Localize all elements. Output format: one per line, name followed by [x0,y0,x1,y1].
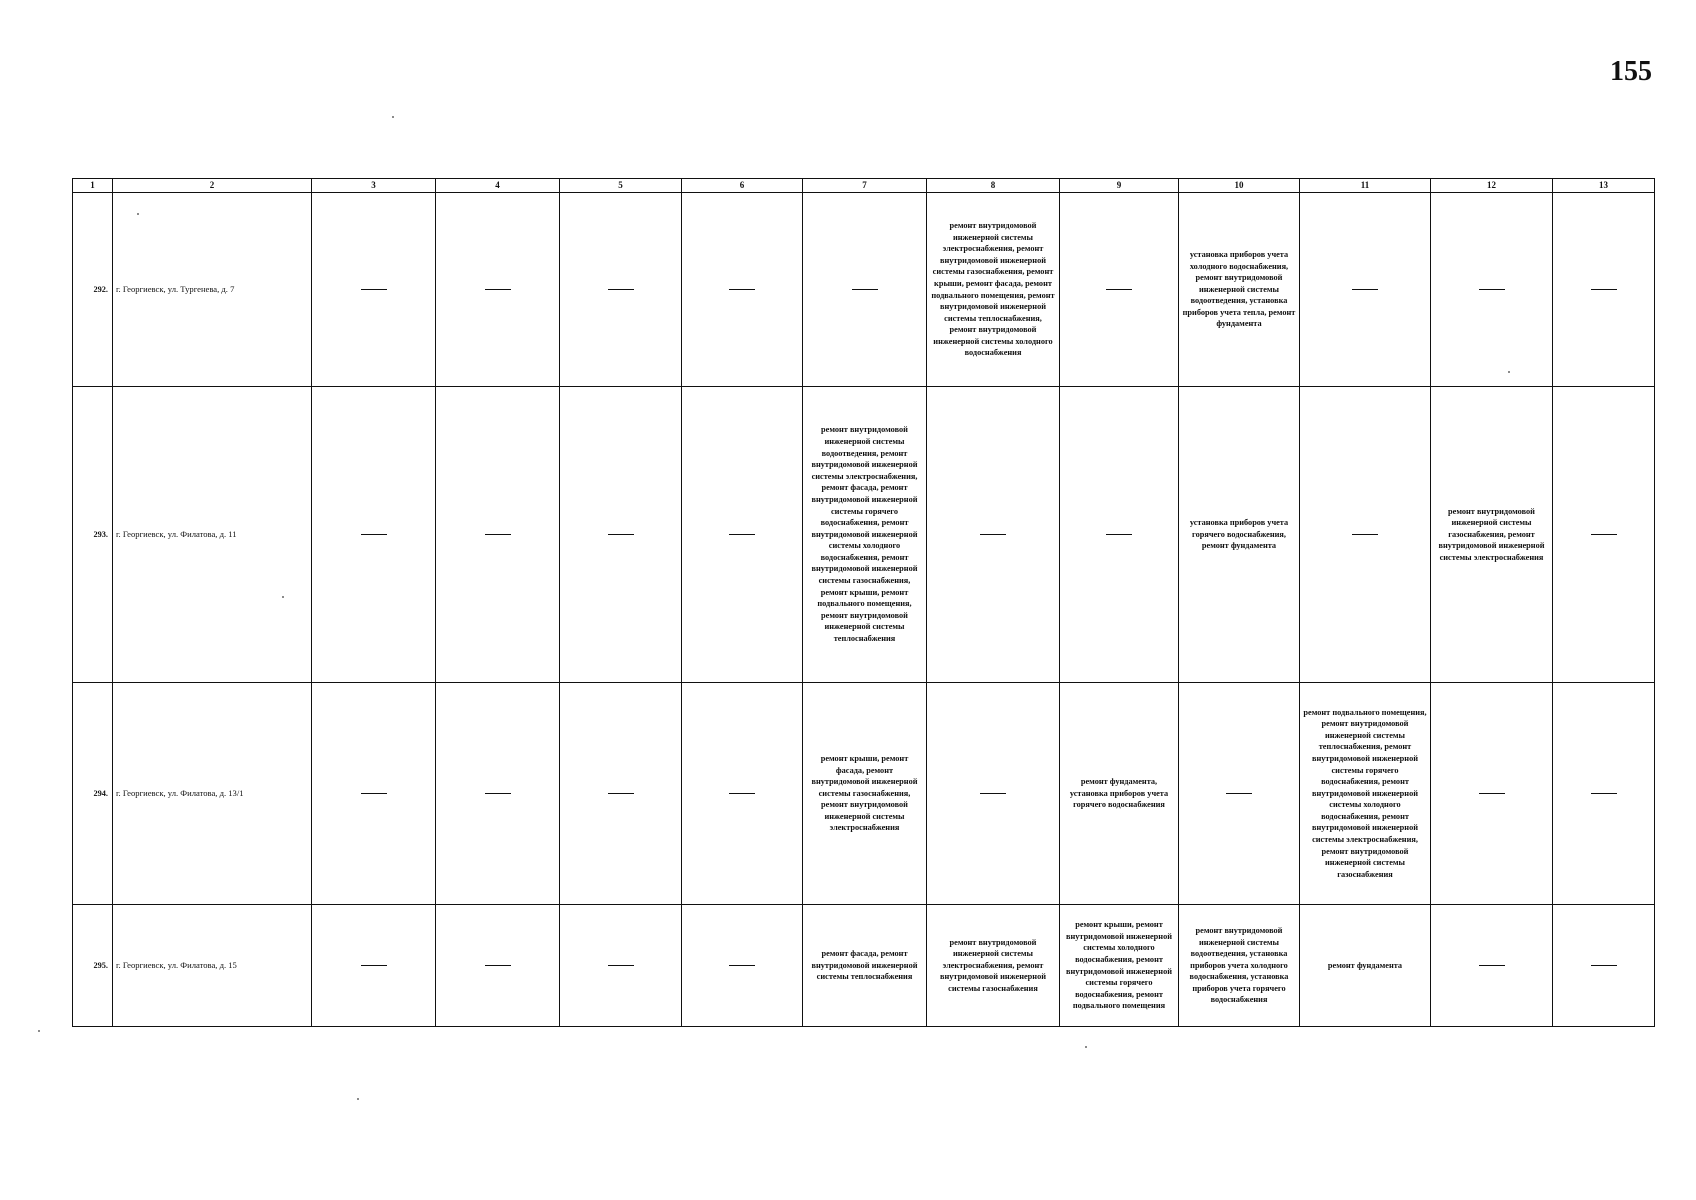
cell-dash [1060,387,1179,683]
dash-mark [1591,289,1617,290]
row-number: 292. [73,193,113,387]
work-description: ремонт крыши, ремонт фасада, ремонт внутридомовой инженерной системы газоснабжения, ремонт внутридомовой инженерной системы электроснабжения [811,753,918,833]
row-number: 295. [73,905,113,1027]
row-number: 293. [73,387,113,683]
cell-dash [312,193,436,387]
column-number: 1 [73,179,113,193]
column-number: 11 [1300,179,1431,193]
cell-text [1300,683,1431,905]
cell-dash [436,193,560,387]
column-number: 4 [436,179,560,193]
dash-mark [980,793,1006,794]
table-row [73,905,1655,1027]
work-description: ремонт внутридомовой инженерной системы газоснабжения, ремонт внутридомовой инженерной системы электроснабжения [1438,506,1545,562]
row-address: г. Георгиевск, ул. Тургенева, д. 7 [113,193,312,387]
row-address: г. Георгиевск, ул. Филатова, д. 11 [113,387,312,683]
column-number: 10 [1179,179,1300,193]
cell-dash [803,193,927,387]
dash-mark [485,289,511,290]
dash-mark [980,534,1006,535]
dash-mark [608,965,634,966]
cell-dash [436,387,560,683]
cell-dash [1300,193,1431,387]
cell-dash [560,387,682,683]
scan-speck [1508,371,1510,373]
dash-mark [1479,289,1505,290]
cell-dash [1431,905,1553,1027]
cell-text [1179,193,1300,387]
page-number: 155 [1610,56,1652,87]
cell-dash [1060,193,1179,387]
row-address: г. Георгиевск, ул. Филатова, д. 13/1 [113,683,312,905]
scan-speck [357,1098,359,1100]
cell-text [927,905,1060,1027]
cell-dash [1300,387,1431,683]
cell-text [1300,905,1431,1027]
cell-text [1179,387,1300,683]
cell-dash [1431,193,1553,387]
cell-text [1060,683,1179,905]
work-description: ремонт фундамента, установка приборов учета горячего водоснабжения [1069,777,1169,810]
repair-schedule-table-wrap [72,178,1654,1027]
cell-dash [312,387,436,683]
dash-mark [608,289,634,290]
work-description: установка приборов учета горячего водоснабжения, ремонт фундамента [1189,518,1289,551]
cell-dash [560,193,682,387]
cell-dash [1553,905,1655,1027]
row-address: г. Георгиевск, ул. Филатова, д. 15 [113,905,312,1027]
cell-dash [927,387,1060,683]
column-number: 7 [803,179,927,193]
work-description: ремонт внутридомовой инженерной системы электроснабжения, ремонт внутридомовой инженерной системы газоснабжения, ремонт крыши, ремонт фасада, ремонт подвального помещения, ремонт внутридомовой инженерной системы теплоснабжения, ремонт внутридомовой инженерной системы холодного водоснабжения [931,220,1055,358]
work-description: ремонт фундамента [1327,960,1403,970]
column-number: 12 [1431,179,1553,193]
cell-dash [1431,683,1553,905]
dash-mark [485,534,511,535]
cell-dash [436,905,560,1027]
row-number: 294. [73,683,113,905]
dash-mark [1591,793,1617,794]
column-number: 9 [1060,179,1179,193]
dash-mark [1106,289,1132,290]
column-number-row [73,179,1655,193]
dash-mark [361,793,387,794]
dash-mark [361,289,387,290]
scan-speck [282,596,284,598]
cell-text [803,683,927,905]
cell-text [1179,905,1300,1027]
repair-schedule-table [72,178,1655,1027]
scan-speck [38,1030,40,1032]
dash-mark [1352,289,1378,290]
dash-mark [1591,965,1617,966]
dash-mark [729,289,755,290]
dash-mark [1226,793,1252,794]
cell-text [803,387,927,683]
cell-dash [682,387,803,683]
cell-dash [682,683,803,905]
scan-speck [1085,1046,1087,1048]
work-description: ремонт внутридомовой инженерной системы электроснабжения, ремонт внутридомовой инженерной системы газоснабжения [939,937,1047,993]
table-row [73,387,1655,683]
dash-mark [485,793,511,794]
dash-mark [1591,534,1617,535]
work-description: ремонт фасада, ремонт внутридомовой инженерной системы теплоснабжения [811,949,918,982]
cell-dash [312,683,436,905]
dash-mark [361,534,387,535]
cell-dash [1553,387,1655,683]
column-number: 6 [682,179,803,193]
cell-text [1431,387,1553,683]
work-description: ремонт внутридомовой инженерной системы водоотведения, ремонт внутридомовой инженерной системы электроснабжения, ремонт фасада, ремонт внутридомовой инженерной системы горячего водоснабжения, ремонт внутридомовой инженерной системы холодного водоснабжения, ремонт внутридомовой инженерной системы газоснабжения, ремонт крыши, ремонт подвального помещения, ремонт внутридомовой инженерной системы теплоснабжения [811,425,918,644]
column-number: 13 [1553,179,1655,193]
cell-dash [1553,683,1655,905]
cell-dash [1553,193,1655,387]
dash-mark [1479,793,1505,794]
scan-speck [392,116,394,118]
scan-speck [137,213,139,215]
dash-mark [729,534,755,535]
dash-mark [1352,534,1378,535]
dash-mark [608,534,634,535]
cell-text [927,193,1060,387]
cell-dash [560,905,682,1027]
dash-mark [485,965,511,966]
cell-dash [927,683,1060,905]
column-number: 2 [113,179,312,193]
cell-text [1060,905,1179,1027]
dash-mark [1479,965,1505,966]
cell-dash [1179,683,1300,905]
cell-dash [312,905,436,1027]
work-description: установка приборов учета холодного водоснабжения, ремонт внутридомовой инженерной системы водоотведения, установка приборов учета тепла, ремонт фундамента [1182,249,1296,329]
table-row [73,683,1655,905]
column-number: 3 [312,179,436,193]
column-number: 5 [560,179,682,193]
dash-mark [852,289,878,290]
work-description: ремонт подвального помещения, ремонт внутридомовой инженерной системы теплоснабжения, ремонт внутридомовой инженерной системы горячего водоснабжения, ремонт внутридомовой инженерной системы холодного водоснабжения, ремонт внутридомовой инженерной системы электроснабжения, ремонт внутридомовой инженерной системы газоснабжения [1303,707,1427,879]
dash-mark [729,965,755,966]
cell-dash [560,683,682,905]
dash-mark [361,965,387,966]
dash-mark [608,793,634,794]
dash-mark [1106,534,1132,535]
cell-dash [682,193,803,387]
cell-dash [436,683,560,905]
work-description: ремонт крыши, ремонт внутридомовой инженерной системы холодного водоснабжения, ремонт внутридомовой инженерной системы горячего водоснабжения, ремонт подвального помещения [1065,920,1173,1011]
dash-mark [729,793,755,794]
table-row [73,193,1655,387]
cell-dash [682,905,803,1027]
cell-text [803,905,927,1027]
column-number: 8 [927,179,1060,193]
work-description: ремонт внутридомовой инженерной системы водоотведения, установка приборов учета холодного водоснабжения, установка приборов учета горячего водоснабжения [1189,925,1289,1005]
